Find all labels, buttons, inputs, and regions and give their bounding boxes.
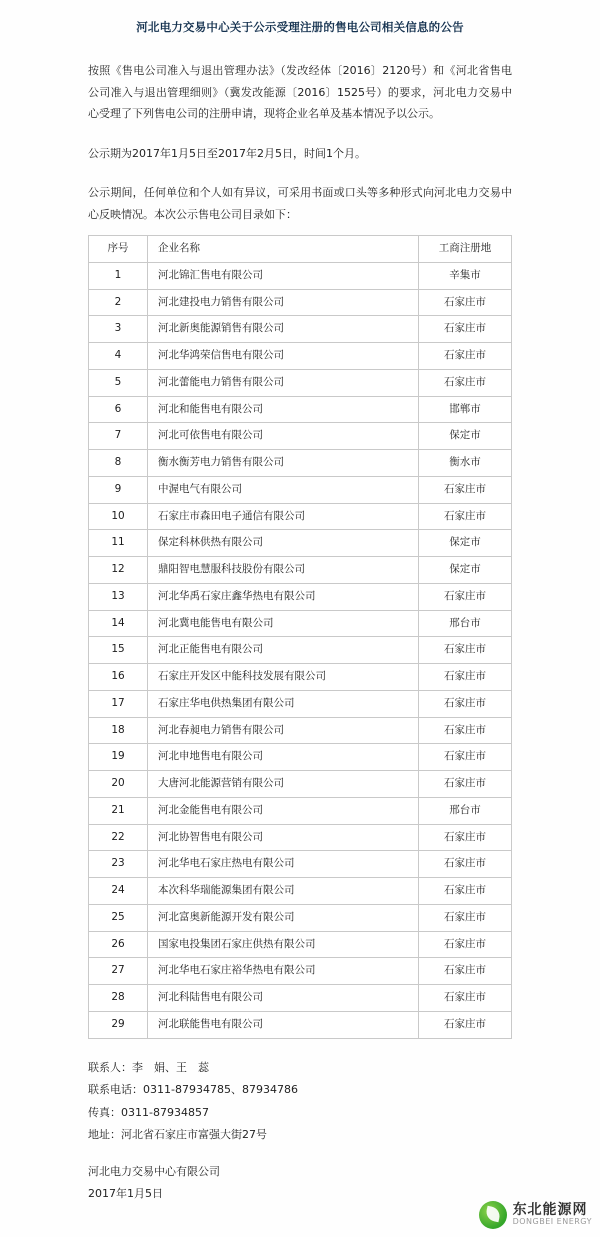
cell-index: 26 [89, 931, 148, 958]
cell-company: 河北正能售电有限公司 [148, 637, 419, 664]
cell-registration: 石家庄市 [419, 316, 512, 343]
cell-company: 河北蕾能电力销售有限公司 [148, 369, 419, 396]
table-row [89, 851, 512, 878]
table-header-row [89, 236, 512, 263]
cell-index: 20 [89, 771, 148, 798]
watermark-text [513, 1203, 592, 1227]
cell-registration: 石家庄市 [419, 878, 512, 905]
page-title: 河北电力交易中心关于公示受理注册的售电公司相关信息的公告 [136, 20, 464, 34]
table-row [89, 557, 512, 584]
cell-index: 22 [89, 824, 148, 851]
cell-index: 8 [89, 450, 148, 477]
table-row [89, 369, 512, 396]
cell-registration: 石家庄市 [419, 583, 512, 610]
cell-registration: 石家庄市 [419, 851, 512, 878]
cell-index: 13 [89, 583, 148, 610]
cell-index: 12 [89, 557, 148, 584]
cell-registration: 石家庄市 [419, 476, 512, 503]
table-row [89, 904, 512, 931]
cell-registration: 保定市 [419, 423, 512, 450]
signature-org: 河北电力交易中心有限公司 [88, 1164, 220, 1178]
table-row [89, 262, 512, 289]
table-row [89, 343, 512, 370]
cell-company: 河北春昶电力销售有限公司 [148, 717, 419, 744]
table-row [89, 664, 512, 691]
table-row [89, 503, 512, 530]
watermark-subtitle: DONGBEI ENERGY [512, 1217, 592, 1227]
cell-index: 28 [89, 985, 148, 1012]
cell-company: 中渥电气有限公司 [148, 476, 419, 503]
cell-registration: 石家庄市 [419, 985, 512, 1012]
cell-company: 石家庄华电供热集团有限公司 [148, 690, 419, 717]
cell-company: 衡水衡芳电力销售有限公司 [148, 450, 419, 477]
cell-company: 石家庄市森田电子通信有限公司 [148, 503, 419, 530]
watermark-title: 东北能源网 [512, 1201, 588, 1218]
column-header-index: 序号 [89, 236, 148, 263]
cell-index: 3 [89, 316, 148, 343]
cell-registration: 石家庄市 [419, 637, 512, 664]
document-body [0, 60, 600, 1038]
cell-company: 河北科陆售电有限公司 [148, 985, 419, 1012]
cell-index: 21 [89, 797, 148, 824]
cell-registration: 石家庄市 [419, 690, 512, 717]
cell-registration: 石家庄市 [419, 503, 512, 530]
table-row [89, 396, 512, 423]
table-row [89, 958, 512, 985]
company-table [88, 235, 512, 1039]
cell-company: 河北华鸿荣信售电有限公司 [148, 343, 419, 370]
cell-company: 河北华禹石家庄鑫华热电有限公司 [148, 583, 419, 610]
watermark [479, 1201, 592, 1229]
table-row [89, 717, 512, 744]
cell-company: 河北可依售电有限公司 [148, 423, 419, 450]
cell-registration: 石家庄市 [419, 664, 512, 691]
cell-index: 5 [89, 369, 148, 396]
cell-index: 24 [89, 878, 148, 905]
cell-registration: 石家庄市 [419, 771, 512, 798]
cell-registration: 邯郸市 [419, 396, 512, 423]
cell-company: 河北金能售电有限公司 [148, 797, 419, 824]
cell-index: 23 [89, 851, 148, 878]
cell-index: 7 [89, 423, 148, 450]
cell-registration: 衡水市 [419, 450, 512, 477]
column-header-company: 企业名称 [148, 236, 419, 263]
cell-registration: 石家庄市 [419, 958, 512, 985]
cell-company: 河北新奥能源销售有限公司 [148, 316, 419, 343]
leaf-icon [479, 1201, 507, 1229]
cell-registration: 辛集市 [419, 262, 512, 289]
cell-registration: 邢台市 [419, 610, 512, 637]
cell-registration: 石家庄市 [419, 343, 512, 370]
cell-index: 10 [89, 503, 148, 530]
cell-company: 河北华电石家庄热电有限公司 [148, 851, 419, 878]
cell-index: 25 [89, 904, 148, 931]
table-row [89, 289, 512, 316]
cell-registration: 保定市 [419, 530, 512, 557]
contact-phone: 联系电话：0311-87934785、87934786 [88, 1083, 298, 1097]
cell-company: 河北和能售电有限公司 [148, 396, 419, 423]
cell-company: 河北冀电能售电有限公司 [148, 610, 419, 637]
cell-index: 2 [89, 289, 148, 316]
cell-company: 河北建投电力销售有限公司 [148, 289, 419, 316]
table-row [89, 476, 512, 503]
table-row [89, 583, 512, 610]
contact-block [0, 1039, 600, 1206]
table-row [89, 450, 512, 477]
cell-registration: 保定市 [419, 557, 512, 584]
cell-registration: 石家庄市 [419, 717, 512, 744]
cell-index: 29 [89, 1011, 148, 1038]
cell-registration: 石家庄市 [419, 289, 512, 316]
cell-registration: 石家庄市 [419, 904, 512, 931]
table-row [89, 824, 512, 851]
cell-index: 16 [89, 664, 148, 691]
cell-index: 6 [89, 396, 148, 423]
cell-registration: 石家庄市 [419, 1011, 512, 1038]
cell-company: 保定科林供热有限公司 [148, 530, 419, 557]
cell-index: 17 [89, 690, 148, 717]
cell-index: 18 [89, 717, 148, 744]
table-row [89, 797, 512, 824]
column-header-registration: 工商注册地 [419, 236, 512, 263]
contact-address: 地址：河北省石家庄市富强大街27号 [88, 1128, 267, 1142]
cell-company: 河北联能售电有限公司 [148, 1011, 419, 1038]
cell-company: 国家电投集团石家庄供热有限公司 [148, 931, 419, 958]
cell-registration: 石家庄市 [419, 824, 512, 851]
table-row [89, 316, 512, 343]
signature-date: 2017年1月5日 [88, 1187, 163, 1201]
table-row [89, 637, 512, 664]
cell-company: 河北富奥新能源开发有限公司 [148, 904, 419, 931]
table-row [89, 423, 512, 450]
cell-index: 27 [89, 958, 148, 985]
table-row [89, 690, 512, 717]
cell-company: 石家庄开发区中能科技发展有限公司 [148, 664, 419, 691]
paragraph-intro: 按照《售电公司准入与退出管理办法》（发改经体〔2016〕2120号）和《河北省售电公司准入与退出管理细则》（冀发改能源〔2016〕1525号）的要求，河北电力交易中心受理了下列售电公司的注册申请，现将企业名单及基本情况予以公示。 [88, 64, 512, 121]
table-row [89, 985, 512, 1012]
cell-company: 河北锦汇售电有限公司 [148, 262, 419, 289]
table-row [89, 878, 512, 905]
paragraph-period: 公示期为2017年1月5日至2017年2月5日，时间1个月。 [88, 146, 366, 160]
cell-index: 1 [89, 262, 148, 289]
cell-company: 河北华电石家庄裕华热电有限公司 [148, 958, 419, 985]
cell-index: 15 [89, 637, 148, 664]
cell-registration: 石家庄市 [419, 744, 512, 771]
cell-index: 14 [89, 610, 148, 637]
cell-company: 本次科华瑞能源集团有限公司 [148, 878, 419, 905]
cell-company: 大唐河北能源营销有限公司 [148, 771, 419, 798]
cell-company: 河北协智售电有限公司 [148, 824, 419, 851]
contact-person: 联系人：李 娟、王 蕊 [88, 1060, 209, 1074]
cell-registration: 邢台市 [419, 797, 512, 824]
cell-registration: 石家庄市 [419, 931, 512, 958]
table-row [89, 530, 512, 557]
table-row [89, 771, 512, 798]
table-row [89, 744, 512, 771]
table-row [89, 1011, 512, 1038]
cell-index: 11 [89, 530, 148, 557]
paragraph-feedback: 公示期间，任何单位和个人如有异议，可采用书面或口头等多种形式向河北电力交易中心反映情况。本次公示售电公司目录如下： [88, 186, 512, 221]
table-row [89, 931, 512, 958]
cell-index: 19 [89, 744, 148, 771]
contact-fax: 传真：0311-87934857 [88, 1105, 209, 1119]
cell-index: 9 [89, 476, 148, 503]
cell-index: 4 [89, 343, 148, 370]
cell-registration: 石家庄市 [419, 369, 512, 396]
table-row [89, 610, 512, 637]
cell-company: 鼎阳智电慧服科技股份有限公司 [148, 557, 419, 584]
cell-company: 河北申地售电有限公司 [148, 744, 419, 771]
